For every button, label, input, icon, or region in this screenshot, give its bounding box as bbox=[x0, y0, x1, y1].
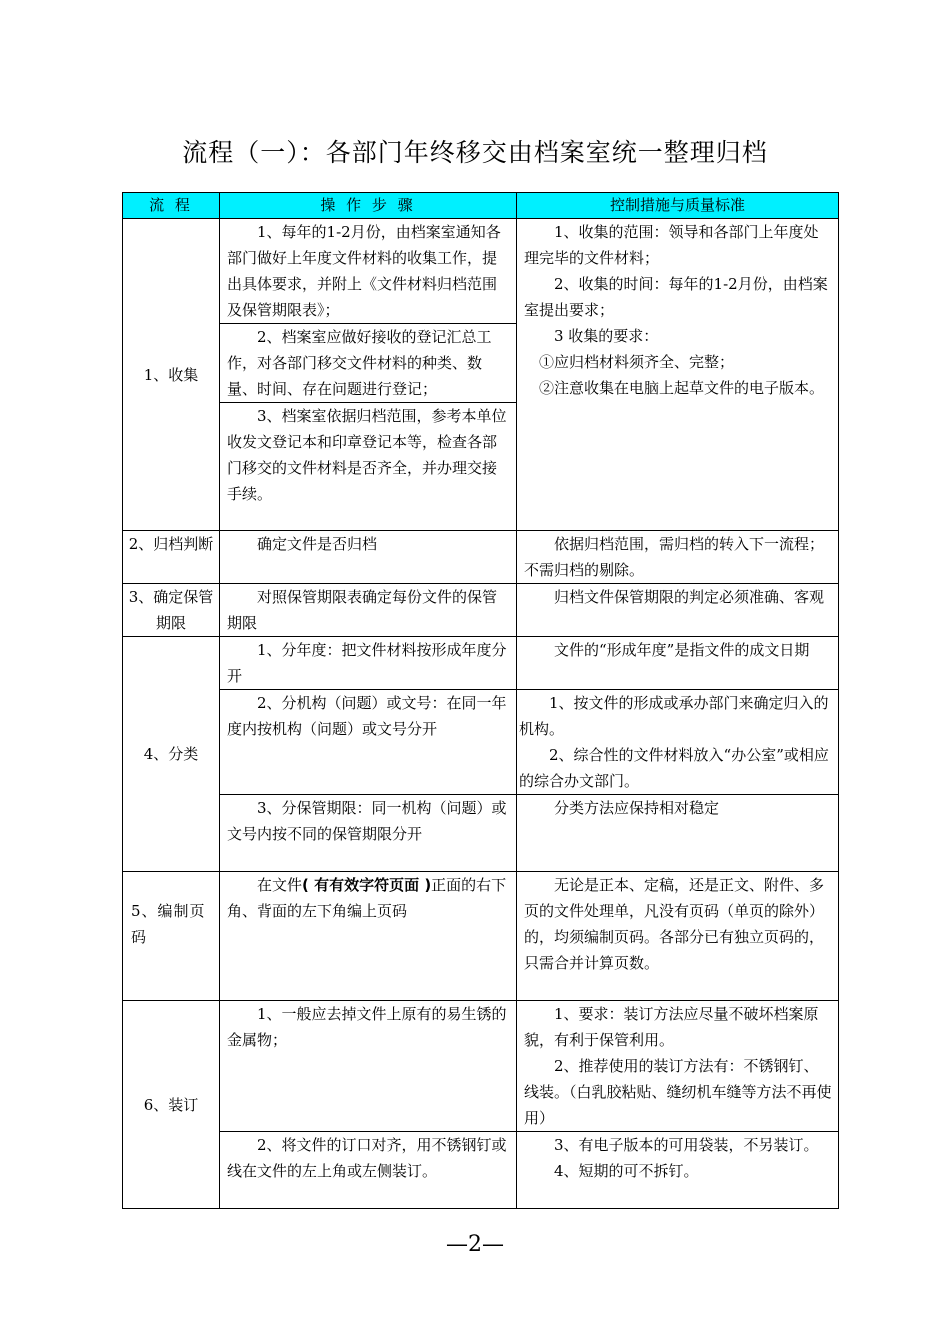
step-period bbox=[220, 584, 517, 637]
step-collect-3 bbox=[220, 403, 517, 531]
control-text: 依据归档范围，需归档的转入下一流程；不需归档的剔除。 bbox=[524, 535, 825, 579]
stage-paging-line1: 5、编制页 bbox=[131, 902, 206, 920]
step-text: 1、每年的1-2月份，由档案室通知各部门做好上年度文件材料的收集工作，提出具体要求，并附上《文件材料归档范围及保管期限表》； bbox=[227, 223, 501, 319]
control-text: 1、收集的范围：领导和各部门上年度处理完毕的文件材料； bbox=[524, 223, 819, 267]
control-collect bbox=[517, 219, 839, 531]
step-collect-2 bbox=[220, 324, 517, 403]
step-text-post: 正面的右下角、背面的左下角编上页码 bbox=[227, 876, 507, 920]
control-text: 1、按文件的形成或承办部门来确定归入的机构。 bbox=[519, 694, 829, 738]
control-text: 3 收集的要求： bbox=[554, 327, 659, 345]
stage-collect: 1、收集 bbox=[123, 219, 220, 531]
stage-period: 3、确定保管期限 bbox=[123, 584, 220, 637]
control-text: 2、收集的时间：每年的1-2月份，由档案室提出要求； bbox=[524, 275, 828, 319]
step-classify-3 bbox=[220, 795, 517, 872]
control-text: 1、要求：装订方法应尽量不破坏档案原貌，有利于保管利用。 bbox=[524, 1005, 819, 1049]
control-text: 无论是正本、定稿，还是正文、附件、多页的文件处理单，凡没有页码（单页的除外）的，均须编制页码。各部分已有独立页码的，只需合并计算页数。 bbox=[524, 876, 825, 972]
table-row bbox=[123, 637, 839, 690]
step-text-pre: 在文件 bbox=[257, 876, 303, 894]
page-number: —2— bbox=[446, 1232, 504, 1257]
stage-paging-line2: 码 bbox=[131, 928, 147, 946]
stage-paging bbox=[123, 872, 220, 1001]
table-row bbox=[123, 690, 839, 795]
step-text: 1、分年度：把文件材料按形成年度分开 bbox=[227, 641, 507, 685]
step-text: 确定文件是否归档 bbox=[257, 535, 378, 553]
table-row bbox=[123, 1001, 839, 1132]
control-text: ①应归档材料须齐全、完整； bbox=[539, 353, 735, 371]
control-text: 归档文件保管期限的判定必须准确、客观 bbox=[554, 588, 825, 606]
step-classify-1 bbox=[220, 637, 517, 690]
control-binding-2 bbox=[517, 1132, 839, 1209]
control-text: 2、推荐使用的装订方法有：不锈钢钉、线装。（白乳胶粘贴、缝纫机车缝等方法不再使用） bbox=[524, 1057, 832, 1127]
page-title: 流程（一）：各部门年终移交由档案室统一整理归档 bbox=[182, 138, 768, 167]
control-text: 分类方法应保持相对稳定 bbox=[554, 799, 720, 817]
process-table bbox=[122, 192, 839, 1209]
step-text bbox=[227, 872, 510, 924]
step-text: 对照保管期限表确定每份文件的保管期限 bbox=[227, 588, 498, 632]
step-text-emphasis: ( 有有效字符页面 ) bbox=[302, 876, 432, 894]
step-text: 2、档案室应做好接收的登记汇总工作，对各部门移交文件材料的种类、数量、时间、存在问题进行登记； bbox=[227, 328, 492, 398]
control-text: 2、综合性的文件材料放入“办公室”或相应的综合办文部门。 bbox=[519, 746, 829, 790]
step-text: 3、分保管期限：同一机构（问题）或文号内按不同的保管期限分开 bbox=[227, 799, 507, 843]
table-row bbox=[123, 795, 839, 872]
control-classify-2 bbox=[517, 690, 839, 795]
stage-binding: 6、装订 bbox=[123, 1001, 220, 1209]
control-text: 4、短期的可不拆钉。 bbox=[554, 1162, 699, 1180]
control-paging bbox=[517, 872, 839, 1001]
control-period bbox=[517, 584, 839, 637]
control-judge bbox=[517, 531, 839, 584]
control-text: 3、有电子版本的可用袋装，不另装订。 bbox=[554, 1136, 819, 1154]
table-row bbox=[123, 219, 839, 324]
header-controls: 控制措施与质量标准 bbox=[517, 193, 839, 219]
table-row bbox=[123, 872, 839, 1001]
step-text: 2、将文件的订口对齐，用不锈钢钉或线在文件的左上角或左侧装订。 bbox=[227, 1136, 507, 1180]
step-paging bbox=[220, 872, 517, 1001]
control-classify-1 bbox=[517, 637, 839, 690]
control-binding-1 bbox=[517, 1001, 839, 1132]
table-header-row bbox=[123, 193, 839, 219]
step-binding-2 bbox=[220, 1132, 517, 1209]
step-text: 3、档案室依据归档范围，参考本单位收发文登记本和印章登记本等，检查各部门移交的文件材料是否齐全，并办理交接手续。 bbox=[227, 407, 507, 503]
step-judge bbox=[220, 531, 517, 584]
header-steps: 操 作 步 骤 bbox=[220, 193, 517, 219]
step-classify-2 bbox=[220, 690, 517, 795]
control-text: ②注意收集在电脑上起草文件的电子版本。 bbox=[539, 379, 825, 397]
table-row bbox=[123, 531, 839, 584]
control-text: 文件的“形成年度”是指文件的成文日期 bbox=[554, 641, 810, 659]
stage-judge: 2、归档判断 bbox=[123, 531, 220, 584]
step-binding-1 bbox=[220, 1001, 517, 1132]
header-process: 流 程 bbox=[123, 193, 220, 219]
table-row bbox=[123, 584, 839, 637]
step-text: 1、一般应去掉文件上原有的易生锈的金属物； bbox=[227, 1005, 507, 1049]
step-text: 2、分机构（问题）或文号：在同一年度内按机构（问题）或文号分开 bbox=[227, 694, 507, 738]
control-classify-3 bbox=[517, 795, 839, 872]
step-collect-1 bbox=[220, 219, 517, 324]
stage-classify: 4、分类 bbox=[123, 637, 220, 872]
table-row bbox=[123, 1132, 839, 1209]
